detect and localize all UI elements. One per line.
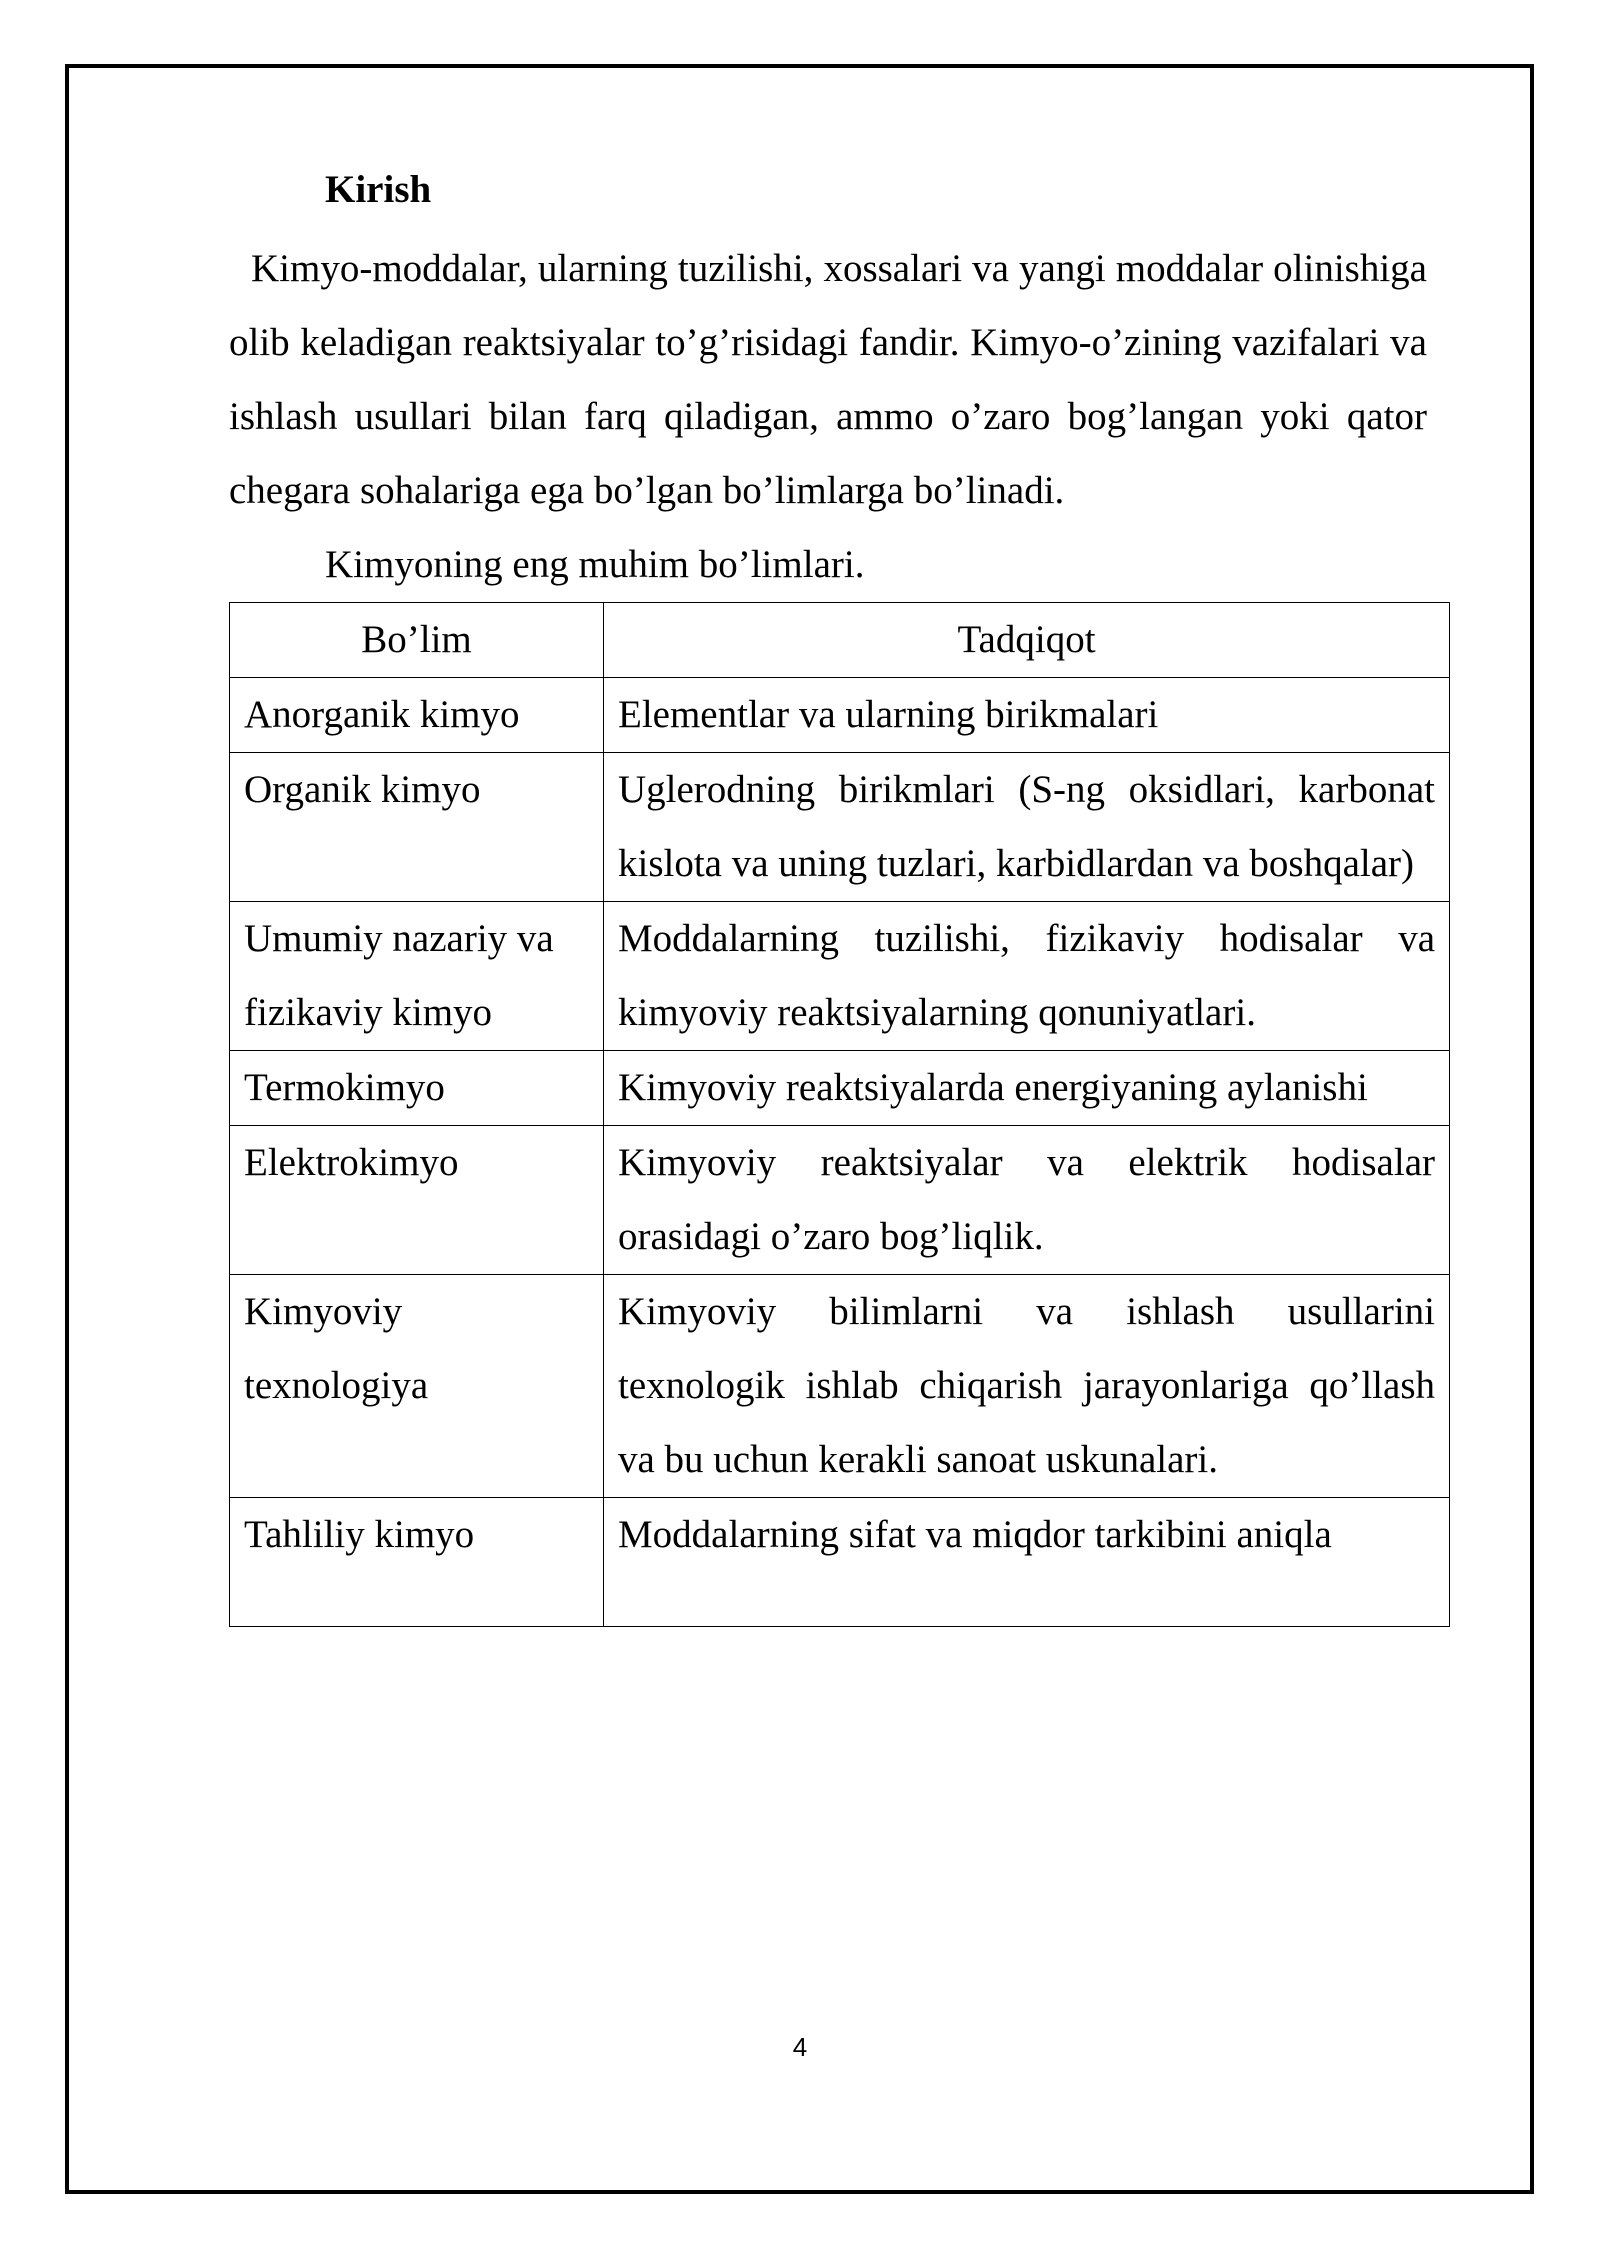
cell-research: Moddalarning tuzilishi, fizikaviy hodisalar va kimyoviy reaktsiyalarning qonuniyatlari. [604,902,1450,1051]
cell-section: Kimyoviy texnologiya [230,1275,604,1498]
cell-section: Anorganik kimyo [230,678,604,753]
table-row [230,1498,1450,1627]
page-content [229,150,1435,1627]
cell-research: Elementlar va ularning birikmalari [604,678,1450,753]
intro-paragraph: Kimyo-moddalar, ularning tuzilishi, xossalari va yangi moddalar olinishiga olib keladigan reaktsiyalar to’g’risidagi fandir. Kimyo-o’zining vazifalari va ishlash usullari bilan farq qiladigan, ammo o’zaro bog’langan yoki qator chegara sohalariga ega bo’lgan bo’limlarga bo’linadi. [229,247,1427,512]
cell-research: Kimyoviy bilimlarni va ishlash usullarini texnologik ishlab chiqarish jarayonlariga qo’llash va bu uchun kerakli sanoat uskunalari. [604,1275,1450,1498]
cell-section: Umumiy nazariy va fizikaviy kimyo [230,902,604,1051]
cell-research: Kimyoviy reaktsiyalar va elektrik hodisalar orasidagi o’zaro bog’liqlik. [604,1126,1450,1275]
cell-section: Tahliliy kimyo [230,1498,604,1627]
table-row [230,902,1450,1051]
header-research: Tadqiqot [604,603,1450,678]
cell-research: Uglerodning birikmlari (S-ng oksidlari, karbonat kislota va uning tuzlari, karbidlardan va boshqalar) [604,753,1450,902]
section-heading: Kirish [325,168,432,211]
page-number: 4 [792,2032,808,2062]
header-section: Bo’lim [230,603,604,678]
cell-section: Termokimyo [230,1051,604,1126]
table-row [230,1126,1450,1275]
cell-section: Organik kimyo [230,753,604,902]
table-row [230,753,1450,902]
cell-section: Elektrokimyo [230,1126,604,1275]
table-row [230,678,1450,753]
table-row [230,1051,1450,1126]
table-caption: Kimyoning eng muhim bo’limlari. [325,543,865,586]
cell-research: Kimyoviy reaktsiyalarda energiyaning aylanishi [604,1051,1450,1126]
cell-research: Moddalarning sifat va miqdor tarkibini aniqla [604,1498,1450,1627]
chemistry-sections-table [229,602,1450,1627]
table-header-row [230,603,1450,678]
table-row [230,1275,1450,1498]
